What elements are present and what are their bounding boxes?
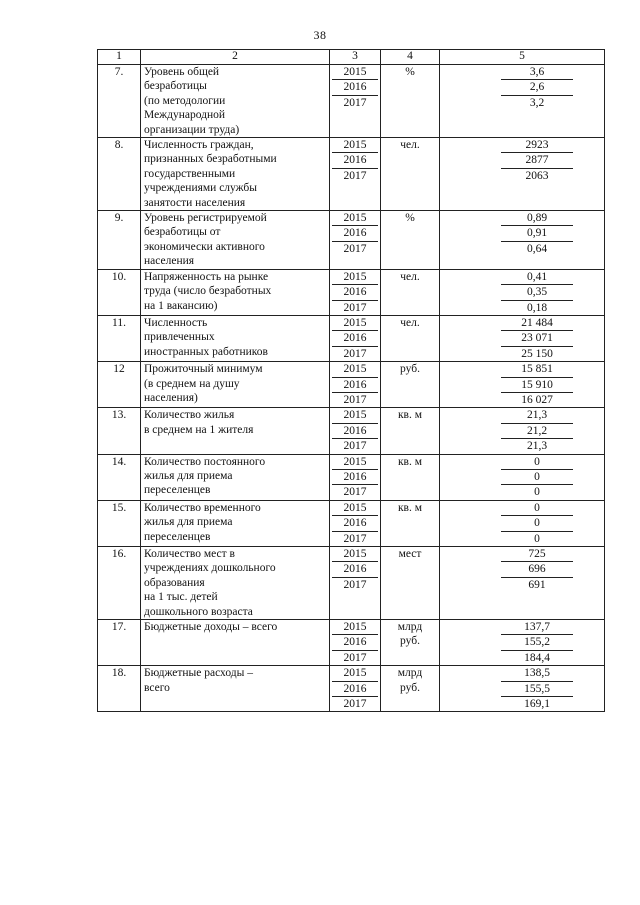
value: 0,89 — [501, 211, 573, 226]
indicator-name-line: иностранных работников — [144, 345, 268, 358]
unit-cell — [381, 547, 440, 620]
values-cell — [440, 65, 605, 138]
year: 2016 — [332, 331, 378, 346]
unit: кв. м — [397, 455, 423, 468]
table-header-row — [98, 50, 605, 65]
value: 15 851 — [501, 362, 573, 377]
table-row — [98, 269, 605, 315]
indicator-name-line: учреждениями службы — [144, 182, 258, 195]
year: 2017 — [343, 301, 367, 314]
indicator-name-line: Бюджетные расходы – — [144, 667, 253, 680]
header-cell: 3 — [330, 50, 381, 65]
year: 2016 — [332, 635, 378, 650]
indicator-name-line: (по методологии — [144, 94, 226, 107]
values-cell — [440, 500, 605, 546]
indicator-name — [141, 211, 330, 270]
row-number: 9. — [98, 211, 141, 270]
indicator-name — [141, 500, 330, 546]
value: 0 — [501, 455, 573, 470]
indicator-name — [141, 408, 330, 454]
unit-cell — [381, 211, 440, 270]
year: 2017 — [343, 347, 367, 360]
year: 2017 — [343, 578, 367, 591]
header-cell: 2 — [141, 50, 330, 65]
unit: чел. — [400, 270, 420, 283]
unit: млрд — [397, 667, 423, 680]
page-number: 38 — [313, 28, 327, 42]
unit-cell — [381, 666, 440, 712]
unit: кв. м — [397, 501, 423, 514]
unit: руб. — [400, 635, 420, 648]
indicator-name-line: Количество мест в — [144, 548, 235, 560]
header-cell: 4 — [381, 50, 440, 65]
year: 2017 — [343, 651, 367, 664]
year: 2015 — [332, 501, 378, 516]
years-cell — [330, 315, 381, 361]
years-cell — [330, 547, 381, 620]
row-number: 11. — [98, 315, 141, 361]
value: 25 150 — [521, 347, 553, 360]
unit: % — [405, 212, 415, 225]
table-row — [98, 454, 605, 500]
values-cell — [440, 666, 605, 712]
unit-cell — [381, 620, 440, 666]
indicator-name-line: учреждениях дошкольного — [144, 562, 276, 575]
table-row — [98, 65, 605, 138]
table-row — [98, 547, 605, 620]
years-cell — [330, 211, 381, 270]
value: 169,1 — [524, 698, 550, 711]
indicator-name-line: Уровень общей — [144, 66, 220, 78]
value: 0,64 — [526, 242, 548, 255]
value: 725 — [501, 547, 573, 562]
year: 2015 — [332, 316, 378, 331]
value: 138,5 — [501, 666, 573, 681]
value: 696 — [501, 562, 573, 577]
indicator-name — [141, 547, 330, 620]
year: 2016 — [332, 80, 378, 95]
table-row — [98, 211, 605, 270]
unit: мест — [398, 548, 422, 560]
indicator-name-line: Количество жилья — [144, 409, 235, 422]
row-number: 18. — [98, 666, 141, 712]
value: 137,7 — [501, 620, 573, 635]
table-row — [98, 500, 605, 546]
value: 0,35 — [501, 285, 573, 300]
value: 0 — [501, 516, 573, 531]
values-cell — [440, 269, 605, 315]
table-row — [98, 408, 605, 454]
year: 2016 — [332, 378, 378, 393]
indicator-name-line: организации труда) — [144, 123, 240, 136]
year: 2015 — [332, 455, 378, 470]
value: 155,5 — [501, 682, 573, 697]
indicator-name-line: Прожиточный минимум — [144, 363, 263, 376]
unit: руб. — [400, 363, 420, 376]
value: 21,3 — [501, 408, 573, 423]
year: 2015 — [332, 547, 378, 562]
indicator-name — [141, 138, 330, 211]
indicator-name-line: Напряженность на рынке — [144, 270, 269, 283]
indicator-name-line: (в среднем на душу — [144, 377, 240, 390]
value: 0 — [501, 470, 573, 485]
value: 2923 — [501, 138, 573, 153]
year: 2016 — [332, 516, 378, 531]
year: 2017 — [343, 169, 367, 182]
unit-cell — [381, 408, 440, 454]
indicator-name-line: населения) — [144, 391, 198, 404]
row-number: 15. — [98, 500, 141, 546]
value: 2,6 — [501, 80, 573, 95]
value: 184,4 — [524, 651, 550, 664]
values-cell — [440, 315, 605, 361]
year: 2015 — [332, 666, 378, 681]
indicator-name-line: на 1 тыс. детей — [144, 591, 218, 604]
value: 21,3 — [526, 440, 548, 453]
years-cell — [330, 666, 381, 712]
year: 2015 — [332, 65, 378, 80]
indicator-name-line: Бюджетные доходы – всего — [144, 621, 278, 634]
values-cell — [440, 620, 605, 666]
indicator-name-line: жилья для приема — [144, 516, 233, 529]
value: 21 484 — [501, 316, 573, 331]
table-row — [98, 362, 605, 408]
row-number: 7. — [98, 65, 141, 138]
indicator-name-line: Уровень регистрируемой — [144, 212, 267, 225]
value: 0 — [501, 501, 573, 516]
indicator-name-line: занятости населения — [144, 196, 246, 209]
value: 2877 — [501, 153, 573, 168]
values-cell — [440, 454, 605, 500]
indicator-name-line: жилья для приема — [144, 469, 233, 482]
years-cell — [330, 500, 381, 546]
row-number: 16. — [98, 547, 141, 620]
value: 691 — [528, 578, 546, 591]
value: 0,91 — [501, 226, 573, 241]
year: 2016 — [332, 682, 378, 697]
values-cell — [440, 138, 605, 211]
value: 16 027 — [521, 393, 553, 406]
unit-cell — [381, 65, 440, 138]
value: 155,2 — [501, 635, 573, 650]
indicators-table — [97, 49, 605, 712]
year: 2017 — [343, 242, 367, 255]
year: 2015 — [332, 211, 378, 226]
row-number: 13. — [98, 408, 141, 454]
indicator-name-line: Международной — [144, 109, 226, 122]
table-row — [98, 138, 605, 211]
indicator-name — [141, 666, 330, 712]
indicator-name-line: образования — [144, 576, 205, 589]
indicator-name-line: переселенцев — [144, 484, 211, 497]
year: 2016 — [332, 424, 378, 439]
value: 3,6 — [501, 65, 573, 80]
year: 2017 — [343, 440, 367, 453]
year: 2015 — [332, 270, 378, 285]
unit: чел. — [400, 316, 420, 329]
year: 2017 — [343, 96, 367, 109]
value: 0 — [534, 532, 540, 545]
indicator-name-line: привлеченных — [144, 331, 215, 344]
unit-cell — [381, 138, 440, 211]
unit: чел. — [400, 139, 420, 152]
indicator-name-line: безработицы — [144, 80, 207, 93]
unit: руб. — [400, 681, 420, 694]
indicator-name — [141, 65, 330, 138]
years-cell — [330, 362, 381, 408]
indicator-name-line: в среднем на 1 жителя — [144, 423, 254, 436]
year: 2015 — [332, 620, 378, 635]
row-number: 17. — [98, 620, 141, 666]
indicator-name-line: экономически активного — [144, 240, 265, 253]
indicator-name-line: Количество временного — [144, 501, 261, 514]
years-cell — [330, 138, 381, 211]
unit-cell — [381, 454, 440, 500]
value: 2063 — [525, 169, 549, 182]
value: 0,41 — [501, 270, 573, 285]
table-row — [98, 620, 605, 666]
values-cell — [440, 211, 605, 270]
indicator-name — [141, 269, 330, 315]
indicator-name-line: населения — [144, 255, 195, 268]
years-cell — [330, 65, 381, 138]
years-cell — [330, 269, 381, 315]
row-number: 12 — [98, 362, 141, 408]
indicator-name — [141, 454, 330, 500]
indicator-name-line: переселенцев — [144, 530, 211, 543]
table-row — [98, 315, 605, 361]
indicator-name-line: труда (число безработных — [144, 285, 272, 298]
header-cell: 1 — [98, 50, 141, 65]
values-cell — [440, 547, 605, 620]
table-row — [98, 666, 605, 712]
indicator-name-line: всего — [144, 681, 170, 694]
indicator-name — [141, 620, 330, 666]
year: 2017 — [343, 698, 367, 711]
years-cell — [330, 408, 381, 454]
indicator-name-line: безработицы от — [144, 226, 221, 239]
value: 21,2 — [501, 424, 573, 439]
value: 3,2 — [529, 96, 545, 109]
indicator-name-line: дошкольного возраста — [144, 605, 253, 618]
year: 2015 — [332, 408, 378, 423]
year: 2016 — [332, 285, 378, 300]
value: 23 071 — [501, 331, 573, 346]
unit: млрд — [397, 621, 423, 634]
unit-cell — [381, 269, 440, 315]
indicator-name-line: Численность граждан, — [144, 139, 254, 152]
year: 2016 — [332, 153, 378, 168]
year: 2015 — [332, 138, 378, 153]
value: 0 — [534, 486, 540, 499]
row-number: 10. — [98, 269, 141, 315]
values-cell — [440, 408, 605, 454]
value: 15 910 — [501, 378, 573, 393]
indicator-name — [141, 362, 330, 408]
year: 2016 — [332, 470, 378, 485]
year: 2017 — [343, 393, 367, 406]
years-cell — [330, 620, 381, 666]
unit-cell — [381, 315, 440, 361]
unit-cell — [381, 500, 440, 546]
indicator-name-line: Численность — [144, 316, 208, 329]
values-cell — [440, 362, 605, 408]
indicator-name-line: государственными — [144, 167, 236, 180]
indicator-name-line: признанных безработными — [144, 153, 277, 166]
indicator-name-line: Количество постоянного — [144, 455, 266, 468]
year: 2016 — [332, 562, 378, 577]
years-cell — [330, 454, 381, 500]
unit: кв. м — [397, 409, 423, 422]
indicator-name — [141, 315, 330, 361]
year: 2015 — [332, 362, 378, 377]
indicator-name-line: на 1 вакансию) — [144, 299, 218, 312]
year: 2017 — [343, 532, 367, 545]
row-number: 14. — [98, 454, 141, 500]
row-number: 8. — [98, 138, 141, 211]
value: 0,18 — [526, 301, 548, 314]
year: 2017 — [343, 486, 367, 499]
unit-cell — [381, 362, 440, 408]
unit: % — [405, 66, 415, 78]
year: 2016 — [332, 226, 378, 241]
header-cell: 5 — [440, 50, 605, 65]
